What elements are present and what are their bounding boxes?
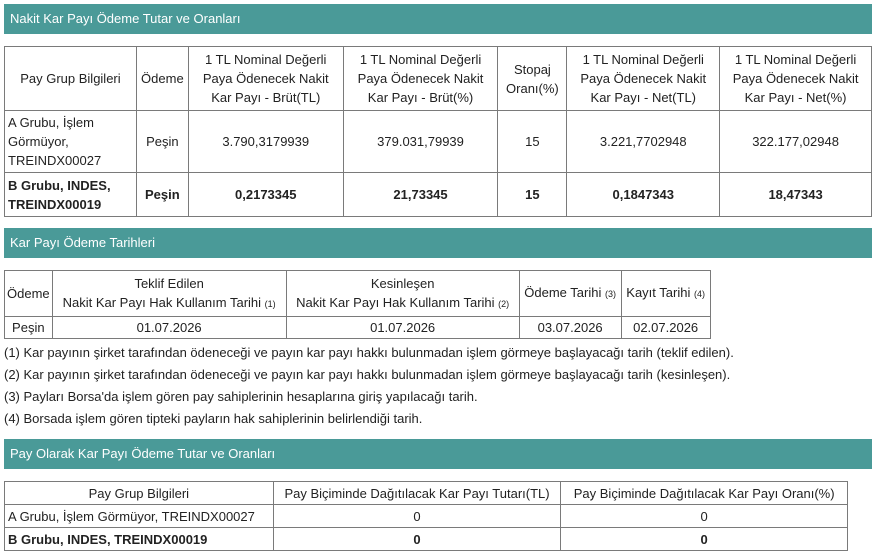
pay-olarak-kar-payi-table bbox=[4, 481, 848, 551]
table-cell: 379.031,79939 bbox=[343, 111, 498, 173]
table-cell: 01.07.2026 bbox=[286, 317, 519, 339]
column-header: Pay Biçiminde Dağıtılacak Kar Payı Tutarı(TL) bbox=[273, 482, 561, 505]
table-cell: 15 bbox=[498, 173, 567, 217]
footnote-ref: (2) bbox=[498, 298, 510, 309]
column-header-teklif bbox=[52, 271, 286, 317]
footnote-4: (4) Borsada işlem gören tipteki payların hak sahiplerinin belirlendiği tarih. bbox=[4, 411, 423, 426]
column-header: 1 TL Nominal Değerli Paya Ödenecek Nakit Kar Payı - Brüt(%) bbox=[343, 47, 498, 111]
table-header-row bbox=[5, 271, 711, 317]
column-header: 1 TL Nominal Değerli Paya Ödenecek Nakit Kar Payı - Net(TL) bbox=[567, 47, 720, 111]
table-header-row bbox=[5, 47, 872, 111]
table-cell: 02.07.2026 bbox=[621, 317, 710, 339]
section-header-nakit-kar-payi: Nakit Kar Payı Ödeme Tutar ve Oranları bbox=[4, 4, 872, 34]
header-text: Nakit Kar Payı Hak Kullanım Tarihi bbox=[62, 294, 262, 310]
table-cell: B Grubu, INDES, TREINDX00019 bbox=[5, 528, 274, 551]
header-line bbox=[289, 293, 517, 314]
nakit-kar-payi-table bbox=[4, 46, 872, 217]
footnote-2: (2) Kar payının şirket tarafından ödeneceği ve payın kar payı hakkı bulunmadan işlem görmeye başlayacağı tarih (kesinleşen). bbox=[4, 367, 731, 382]
header-line: Kesinleşen bbox=[370, 275, 435, 291]
footnote-ref: (1) bbox=[264, 298, 276, 309]
table-row bbox=[5, 111, 872, 173]
column-header: Pay Grup Bilgileri bbox=[5, 482, 274, 505]
section-header-pay-olarak: Pay Olarak Kar Payı Ödeme Tutar ve Oranları bbox=[4, 439, 872, 469]
table-cell: 18,47343 bbox=[720, 173, 872, 217]
column-header: Pay Grup Bilgileri bbox=[5, 47, 137, 111]
footnote-ref: (3) bbox=[604, 289, 616, 299]
column-header-kesin bbox=[286, 271, 519, 317]
table-cell: 0 bbox=[273, 505, 561, 528]
table-cell: 322.177,02948 bbox=[720, 111, 872, 173]
column-header-kayit-tarihi bbox=[621, 271, 710, 317]
column-header-odeme-tarihi bbox=[519, 271, 621, 317]
footnote-3: (3) Payları Borsa'da işlem gören pay sahiplerinin hesaplarına giriş yapılacağı tarih. bbox=[4, 389, 478, 404]
odeme-tarihleri-table bbox=[4, 270, 711, 339]
table-cell: 01.07.2026 bbox=[52, 317, 286, 339]
header-text: Nakit Kar Payı Hak Kullanım Tarihi bbox=[296, 294, 495, 310]
table-cell: Peşin bbox=[136, 173, 188, 217]
table-cell: B Grubu, INDES, TREINDX00019 bbox=[5, 173, 137, 217]
table-row bbox=[5, 317, 711, 339]
column-header: 1 TL Nominal Değerli Paya Ödenecek Nakit Kar Payı - Net(%) bbox=[720, 47, 872, 111]
header-line bbox=[55, 293, 284, 314]
table-cell: 0,2173345 bbox=[188, 173, 343, 217]
table-cell: 15 bbox=[498, 111, 567, 173]
table-header-row bbox=[5, 482, 848, 505]
footnote-ref: (4) bbox=[693, 289, 705, 299]
table-row bbox=[5, 528, 848, 551]
table-cell: 3.790,3179939 bbox=[188, 111, 343, 173]
table-cell: 0 bbox=[561, 528, 848, 551]
table-cell: Peşin bbox=[136, 111, 188, 173]
column-header: Pay Biçiminde Dağıtılacak Kar Payı Oranı(%) bbox=[561, 482, 848, 505]
table-row bbox=[5, 505, 848, 528]
header-text: Kayıt Tarihi bbox=[626, 285, 691, 300]
table-cell: A Grubu, İşlem Görmüyor, TREINDX00027 bbox=[5, 111, 137, 173]
column-header: Ödeme bbox=[136, 47, 188, 111]
footnotes bbox=[4, 342, 734, 430]
column-header-odeme: Ödeme bbox=[5, 271, 53, 317]
table-cell: 3.221,7702948 bbox=[567, 111, 720, 173]
table-cell: 0 bbox=[561, 505, 848, 528]
table-cell: 03.07.2026 bbox=[519, 317, 621, 339]
table-row bbox=[5, 173, 872, 217]
footnote-1: (1) Kar payının şirket tarafından ödeneceği ve payın kar payı hakkı bulunmadan işlem görmeye başlayacağı tarih (teklif edilen). bbox=[4, 345, 734, 360]
column-header: 1 TL Nominal Değerli Paya Ödenecek Nakit Kar Payı - Brüt(TL) bbox=[188, 47, 343, 111]
column-header: Stopaj Oranı(%) bbox=[498, 47, 567, 111]
table-cell: Peşin bbox=[5, 317, 53, 339]
table-cell: 0 bbox=[273, 528, 561, 551]
table-cell: 21,73345 bbox=[343, 173, 498, 217]
table-cell: A Grubu, İşlem Görmüyor, TREINDX00027 bbox=[5, 505, 274, 528]
table-cell: 0,1847343 bbox=[567, 173, 720, 217]
header-line: Teklif Edilen bbox=[134, 275, 204, 291]
section-header-odeme-tarihleri: Kar Payı Ödeme Tarihleri bbox=[4, 228, 872, 258]
header-text: Ödeme Tarihi bbox=[524, 285, 602, 300]
